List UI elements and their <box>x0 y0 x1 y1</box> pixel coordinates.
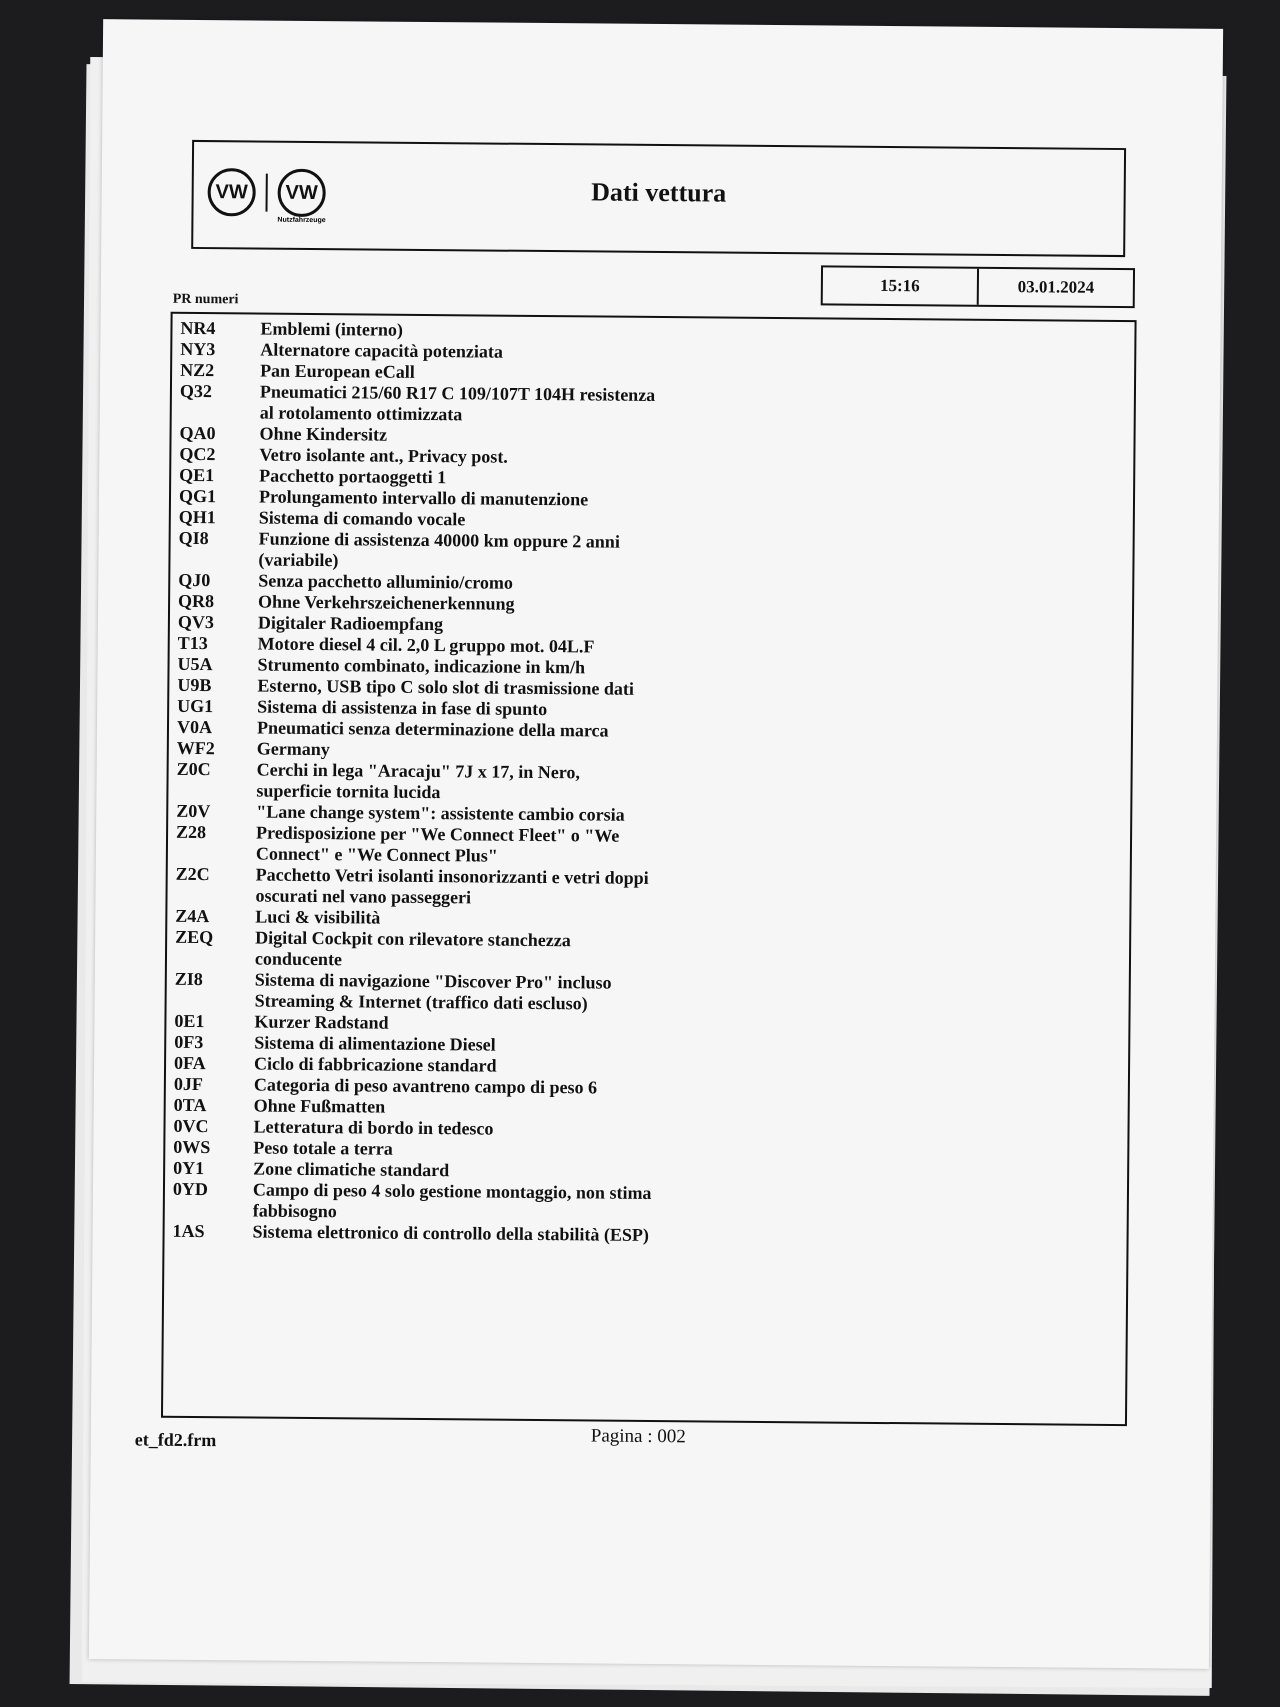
pr-description: Pneumatici 215/60 R17 C 109/107T 104H resistenza al rotolamento ottimizzata <box>259 381 656 425</box>
pr-description: Peso totale a terra <box>253 1137 393 1159</box>
pr-code: 0FA <box>173 1052 206 1074</box>
pr-description: Sistema di navigazione "Discover Pro" incluso Streaming & Internet (traffico dati escluso) <box>254 969 612 1014</box>
pr-code: QI8 <box>178 527 209 549</box>
pr-code: Q32 <box>179 380 213 402</box>
pr-code: U9B <box>177 674 212 696</box>
pr-description: Campo di peso 4 solo gestione montaggio, non stima fabbisogno <box>252 1179 652 1222</box>
pr-description: Emblemi (interno) <box>260 318 404 340</box>
pr-code: NZ2 <box>180 359 215 381</box>
pr-description: Kurzer Radstand <box>254 1011 389 1033</box>
pr-code: QA0 <box>179 422 216 444</box>
list-item <box>180 381 660 427</box>
pr-description: Strumento combinato, indicazione in km/h <box>257 654 586 678</box>
pr-list-box <box>161 312 1137 1426</box>
pr-description: Ohne Verkehrszeichenerkennung <box>258 591 515 614</box>
form-name: et_fd2.frm <box>134 1429 217 1451</box>
pr-code: Z4A <box>175 905 210 927</box>
time-value: 15:16 <box>823 267 979 304</box>
pr-code: Z2C <box>175 863 210 885</box>
time-date-box <box>821 265 1135 308</box>
pr-code: UG1 <box>177 695 214 717</box>
document-page <box>89 19 1223 1669</box>
pr-description: Cerchi in lega "Aracaju" 7J x 17, in Nero, superficie tornita lucida <box>256 759 581 803</box>
pr-description: Pan European eCall <box>260 360 415 382</box>
list-item <box>176 822 656 868</box>
header-box <box>191 140 1126 257</box>
pr-code: QH1 <box>178 506 216 528</box>
pr-description: Categoria di peso avantreno campo di peso 6 <box>253 1074 598 1098</box>
pr-description: Alternatore capacità potenziata <box>260 339 503 362</box>
pr-description: Pacchetto Vetri isolanti insonorizzanti e vetri doppi oscurati nel vano passeggeri <box>255 864 649 908</box>
pr-code: Z28 <box>176 821 207 843</box>
pr-code: ZEQ <box>175 926 214 948</box>
pr-code: 0F3 <box>174 1031 204 1053</box>
pr-code: 1AS <box>172 1220 205 1242</box>
date-value: 03.01.2024 <box>1017 277 1095 297</box>
pr-description: Funzione di assistenza 40000 km oppure 2 anni (variabile) <box>258 528 620 571</box>
pr-description: Esterno, USB tipo C solo slot di trasmissione dati <box>257 675 634 699</box>
pr-code: V0A <box>176 716 213 738</box>
pr-code: QE1 <box>179 464 215 486</box>
pr-description: Predisposizione per "We Connect Fleet" o "We Connect" e "We Connect Plus" <box>255 822 620 866</box>
pr-description: Motore diesel 4 cil. 2,0 L gruppo mot. 04L.F <box>257 633 595 657</box>
pr-description: Luci & visibilità <box>255 906 381 928</box>
logo-subtitle: Nutzfahrzeuge <box>277 216 326 225</box>
pr-description: Pneumatici senza determinazione della marca <box>256 717 609 741</box>
pr-description: Letteratura di bordo in tedesco <box>253 1116 494 1139</box>
pr-description: Senza pacchetto alluminio/cromo <box>258 570 514 593</box>
pr-code: QG1 <box>178 485 217 507</box>
pr-code: U5A <box>177 653 213 675</box>
pr-description: Prolungamento intervallo di manutenzione <box>258 486 589 510</box>
list-item <box>173 1179 653 1225</box>
pr-description: Ohne Kindersitz <box>259 423 388 445</box>
pr-code: 0JF <box>173 1073 203 1095</box>
pr-description: Sistema di alimentazione Diesel <box>254 1032 496 1055</box>
list-item <box>173 1221 653 1246</box>
list-item <box>178 528 658 574</box>
pr-description: Vetro isolante ant., Privacy post. <box>259 444 508 467</box>
pr-description: Ohne Fußmatten <box>253 1095 386 1117</box>
pr-code: 0WS <box>173 1136 211 1158</box>
pr-description: Pacchetto portaoggetti 1 <box>259 465 447 488</box>
pr-code: 0E1 <box>174 1010 205 1032</box>
pr-description: "Lane change system": assistente cambio corsia <box>256 801 625 825</box>
pr-code: QR8 <box>178 590 215 612</box>
page-number: Pagina : 002 <box>590 1425 686 1448</box>
pr-code: T13 <box>177 632 208 654</box>
pr-code: 0TA <box>173 1094 207 1116</box>
pr-list <box>173 318 661 1246</box>
pr-description: Germany <box>256 738 330 760</box>
pr-description: Sistema di comando vocale <box>258 507 466 530</box>
pr-code: QJ0 <box>178 569 211 591</box>
vw-logo-icon: VW <box>277 169 325 217</box>
pr-code: 0YD <box>172 1178 209 1200</box>
pr-description: Sistema elettronico di controllo della stabilità (ESP) <box>252 1221 649 1245</box>
pr-description: Ciclo di fabbricazione standard <box>253 1053 497 1076</box>
pr-code: NY3 <box>180 338 216 360</box>
page-title: Dati vettura <box>591 177 727 208</box>
list-item <box>175 969 655 1015</box>
list-item <box>175 864 655 910</box>
pr-description: Digitaler Radioempfang <box>257 612 444 635</box>
pr-code: 0Y1 <box>173 1157 205 1179</box>
pr-numbers-label: PR numeri <box>172 291 239 308</box>
pr-code: QC2 <box>179 443 216 465</box>
pr-code: NR4 <box>180 317 216 339</box>
pr-code: QV3 <box>177 611 215 633</box>
list-item <box>176 759 656 805</box>
pr-code: ZI8 <box>174 968 203 990</box>
pr-code: Z0C <box>176 758 211 780</box>
pr-code: WF2 <box>176 737 215 759</box>
pr-code: 0VC <box>173 1115 209 1137</box>
pr-code: Z0V <box>176 800 211 822</box>
pr-description: Zone climatiche standard <box>253 1158 450 1181</box>
pr-description: Digital Cockpit con rilevatore stanchezza conducente <box>254 927 571 970</box>
pr-description: Sistema di assistenza in fase di spunto <box>257 696 548 720</box>
vw-logo-icon: VW <box>207 168 255 216</box>
list-item <box>175 927 655 973</box>
